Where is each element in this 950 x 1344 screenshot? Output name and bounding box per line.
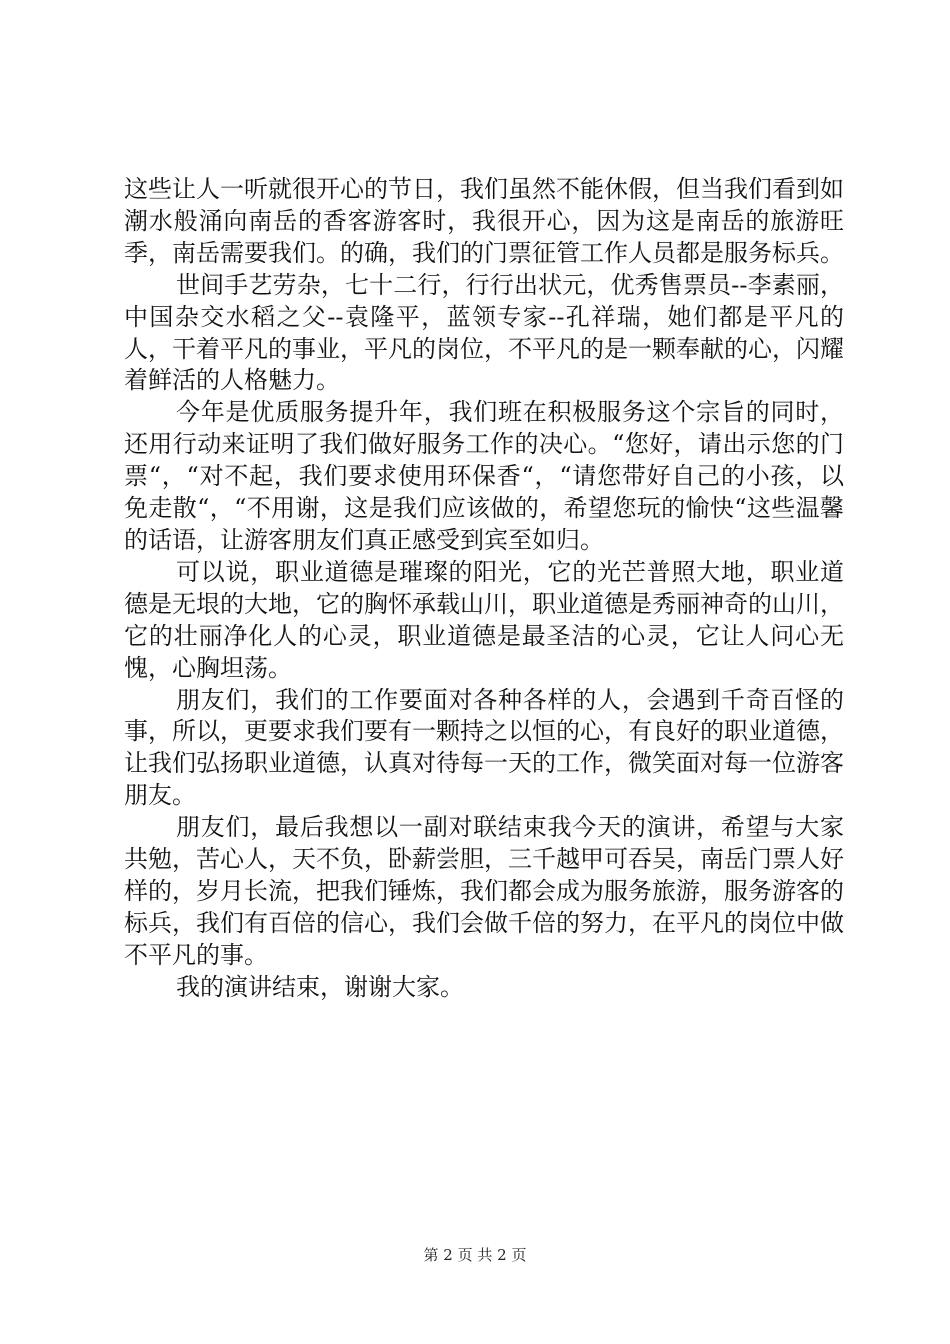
speech-body-text xyxy=(124,174,844,1004)
paragraph: 我的演讲结束，谢谢大家。 xyxy=(176,972,464,1001)
paragraph: 朋友们，我们的工作要面对各种各样的人，会遇到千奇百怪的事，所以，更要求我们要有一颗持之以恒的心，有良好的职业道德，让我们弘扬职业道德，认真对待每一天的工作，微笑面对每一位游客朋友。 xyxy=(124,685,844,810)
paragraph: 今年是优质服务提升年，我们班在积极服务这个宗旨的同时，还用行动来证明了我们做好服务工作的决心。“您好，请出示您的门票“，“对不起，我们要求使用环保香“，“请您带好自己的小孩，以免走散“，“不用谢，这是我们应该做的，希望您玩的愉快“这些温馨的话语，让游客朋友们真正感受到宾至如归。 xyxy=(124,398,844,554)
paragraph: 朋友们，最后我想以一副对联结束我今天的演讲，希望与大家共勉，苦心人，天不负，卧薪尝胆，三千越甲可吞吴，南岳门票人好样的，岁月长流，把我们锤炼，我们都会成为服务旅游，服务游客的标兵，我们有百倍的信心，我们会做千倍的努力，在平凡的岗位中做不平凡的事。 xyxy=(124,813,844,969)
paragraph: 这些让人一听就很开心的节日，我们虽然不能休假，但当我们看到如潮水般涌向南岳的香客游客时，我很开心，因为这是南岳的旅游旺季，南岳需要我们。的确，我们的门票征管工作人员都是服务标兵。 xyxy=(124,175,844,267)
paragraph: 可以说，职业道德是璀璨的阳光，它的光芒普照大地，职业道德是无垠的大地，它的胸怀承载山川，职业道德是秀丽神奇的山川，它的壮丽净化人的心灵，职业道德是最圣洁的心灵，它让人问心无愧，心胸坦荡。 xyxy=(124,557,844,682)
paragraph: 世间手艺劳杂，七十二行，行行出状元，优秀售票员--李素丽，中国杂交水稻之父--袁隆平，蓝领专家--孔祥瑞，她们都是平凡的人，干着平凡的事业，平凡的岗位，不平凡的是一颗奉献的心，闪耀着鲜活的人格魅力。 xyxy=(124,270,844,395)
page-number-footer: 第 2 页 共 2 页 xyxy=(423,1246,527,1264)
